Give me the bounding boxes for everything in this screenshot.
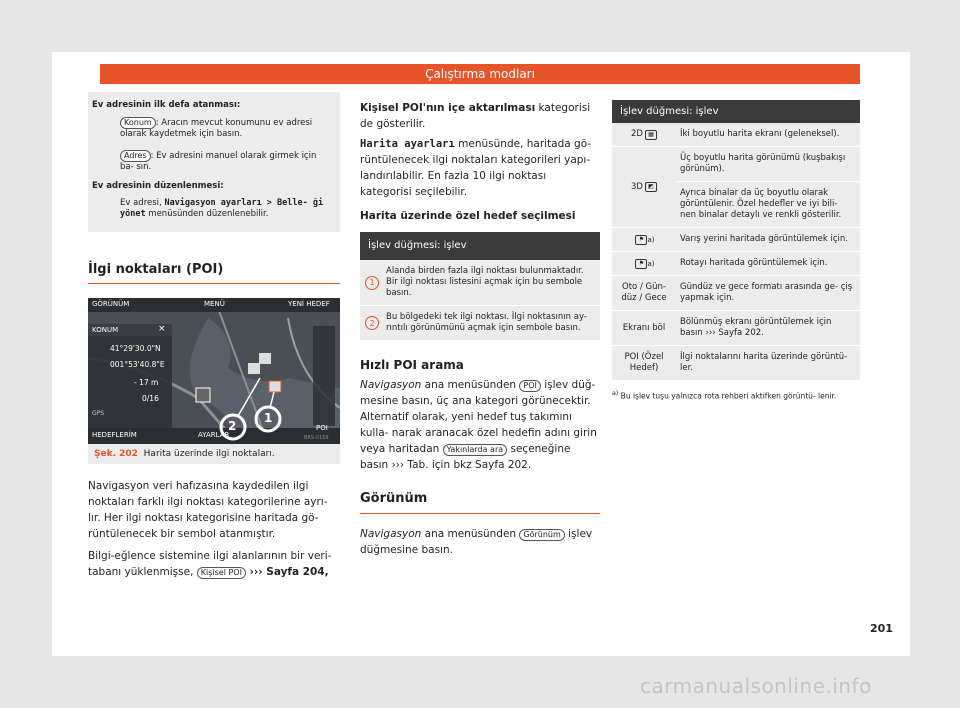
table-row [612,123,860,147]
nav-italic-2: Navigasyon [360,528,422,540]
column-2 [360,100,600,558]
quick-poi-paragraph [360,377,600,473]
map-3d-icon: ◩ [645,182,657,192]
close-icon[interactable]: × [158,324,166,334]
callout-1: 1 [264,411,273,425]
gorunum-key[interactable]: Görünüm [519,529,564,541]
poi-symbol-table [360,232,600,341]
fig-ayarlar[interactable]: AYARLAR [198,431,230,439]
row-text: Varış yerini haritada görüntülemek için. [680,234,849,244]
import-rest: kategorisi de gösterilir. [360,102,591,130]
row-text-2: Ayrıca binalar da üç boyutlu olarak görüntülenir. Özel hedefler ve iyi bili- nen binalar detaylı ve renkli gösterilir. [680,188,842,220]
destination-flag-icon: ⚑ [635,235,647,245]
p3b: ana menüsünden [421,379,520,391]
table-row [612,346,860,381]
footnote-text: Bu işlev tuşu yalnızca rota rehberi aktifken görüntü- lenir. [620,391,837,401]
table-row [612,311,860,346]
kisisel-poi-key[interactable]: Kişisel POI [197,567,246,579]
gorunum-paragraph [360,526,600,558]
table-row [612,147,860,228]
caption-text: Harita üzerinde ilgi noktaları. [143,449,275,459]
map-settings-mono: Harita ayarları [360,138,455,150]
map-settings-paragraph [360,136,600,200]
row-text: Bölünmüş ekranı görüntülemek için basın ››› Sayfa 202. [680,317,832,338]
p2a: Bilgi-eğlence sistemine ilgi alanlarının bir veri- tabanı yüklenmişse, [88,550,332,578]
import-paragraph [360,100,600,132]
row-label: POI (Özel Hedef) [624,352,664,373]
edit-pre: Ev adresi, [120,198,165,208]
fig-yeni-hedef[interactable]: YENİ HEDEF [288,300,330,308]
table-row [612,252,860,276]
edit-menu-path: Navigasyon ayarları > Belle- ği yönet [120,198,324,219]
row-text: İki boyutlu harita ekranı (geleneksel). [680,129,840,139]
map-svg [88,298,340,444]
row-label: 3D [631,181,643,192]
adres-item [120,148,334,175]
route-flag-icon: ⚑ [635,259,647,269]
column-1 [88,92,340,580]
konum-item [120,115,334,142]
konum-key[interactable]: Konum [120,117,156,129]
table-header: İşlev düğmesi: işlev [360,232,600,260]
fig-lat: 41°29'30.0"N [110,344,161,353]
row-text: Bu bölgedeki tek ilgi noktası. İlgi noktasının ay- rıntılı görünümünü açmak için sembole basın. [386,312,587,333]
row-label: a) [647,259,655,268]
p2-ref[interactable]: ››› Sayfa 204, [245,566,329,578]
figure-caption [88,444,340,464]
edit-post: menüsünden düzenlenebilir. [145,209,269,219]
table-row [360,260,600,306]
import-bold: Kişisel POI'nın içe aktarılması [360,102,536,114]
fig-count: 0/16 [142,394,159,403]
table-row [612,228,860,252]
poi-key[interactable]: POI [519,380,540,392]
fig-hedeflerim[interactable]: HEDEFLERİM [92,431,137,439]
callout-2: 2 [228,419,237,433]
table-row [612,276,860,311]
view-function-table [612,100,860,381]
fig-konum: KONUM [92,326,119,334]
p4b: ana menüsünden [421,528,520,540]
adres-key[interactable]: Adres [120,150,151,162]
nav-italic: Navigasyon [360,379,422,391]
fig-gorunum[interactable]: GÖRÜNÜM [92,300,130,308]
p3d: seçeneğine basın ››› Tab. için bkz Sayfa 202. [360,443,571,471]
adres-text: : Ev adresini manuel olarak girmek için ba- sın. [120,151,317,172]
row-text: Rotayı haritada görüntülemek için. [680,258,828,268]
fig-code: BRS-0159 [304,435,329,441]
fig-menu[interactable]: MENÜ [204,300,225,308]
watermark: carmanualsonline.info [640,674,872,698]
konum-text: : Aracın mevcut konumunu ev adresi olarak kaydetmek için basın. [120,118,313,139]
row-label: Ekranı böl [622,322,666,333]
fig-poi[interactable]: POI [316,424,328,432]
caption-number: Şek. 202 [94,449,138,459]
row-text: İlgi noktalarını harita üzerinde görüntü- ler. [680,352,848,373]
home-first-heading: Ev adresinin ilk defa atanması: [92,100,241,110]
row-label: Oto / Gün- düz / Gece [621,282,667,303]
yakinlarda-ara-key[interactable]: Yakınlarda ara [443,444,508,456]
fig-lon: 001°53'40.8"E [110,360,165,369]
edit-item [120,196,334,222]
poi-map-figure [88,298,340,444]
p3c: işlev düğ- mesine basın, üç ana kategori görünecektir. Alternatif olarak, yeni hedef tuş takımını kulla- narak aranacak özel hedefin adını girin veya haritadan [360,379,597,455]
fig-gps: GPS [92,410,105,417]
map-2d-icon: ▦ [645,130,657,140]
quick-poi-heading: Hızlı POI arama [360,358,464,372]
poi-heading: İlgi noktaları (POI) [88,262,340,284]
page-header: Çalıştırma modları [100,64,860,84]
row-text-group [676,147,860,227]
table-header: İşlev düğmesi: işlev [612,100,860,123]
poi-paragraph-1: Navigasyon veri hafızasına kaydedilen ilgi noktaları farklı ilgi noktası kategorilerine ayrı- lır. Her ilgi noktası kategorisine haritada gö- rüntülenecek bir sembol atanmıştır. [88,480,328,540]
gorunum-heading: Görünüm [360,491,600,514]
column-3 [612,100,860,402]
row-text: Alanda birden fazla ilgi noktası bulunmaktadır. Bir ilgi noktası listesini açmak için bu sembole basın. [386,266,584,298]
table-row [360,306,600,341]
footnote [612,389,860,402]
p4c: işlev düğmesine basın. [360,528,593,556]
row-label: a) [647,235,655,244]
poi-paragraph-2 [88,548,340,580]
home-address-box [88,92,340,232]
row-label: 2D [631,129,643,139]
row-text: Üç boyutlu harita görünümü (kuşbakışı görünüm). [676,147,860,182]
home-edit-heading: Ev adresinin düzenlenmesi: [92,181,224,191]
page-number: 201 [870,622,893,635]
row-number: 2 [365,316,379,330]
row-number: 1 [365,276,379,290]
row-text: Gündüz ve gece formatı arasında ge- çiş yapmak için. [680,282,853,303]
fig-alt: - 17 m [134,378,159,387]
footnote-mark: a) [612,390,619,397]
special-dest-heading: Harita üzerinde özel hedef seçilmesi [360,210,576,222]
map-settings-rest: menüsünde, haritada gö- rüntülenecek ilgi noktaları kategorileri yapı- landırılabilir. En fazla 10 ilgi noktası kategorisi seçilebilir. [360,138,592,198]
